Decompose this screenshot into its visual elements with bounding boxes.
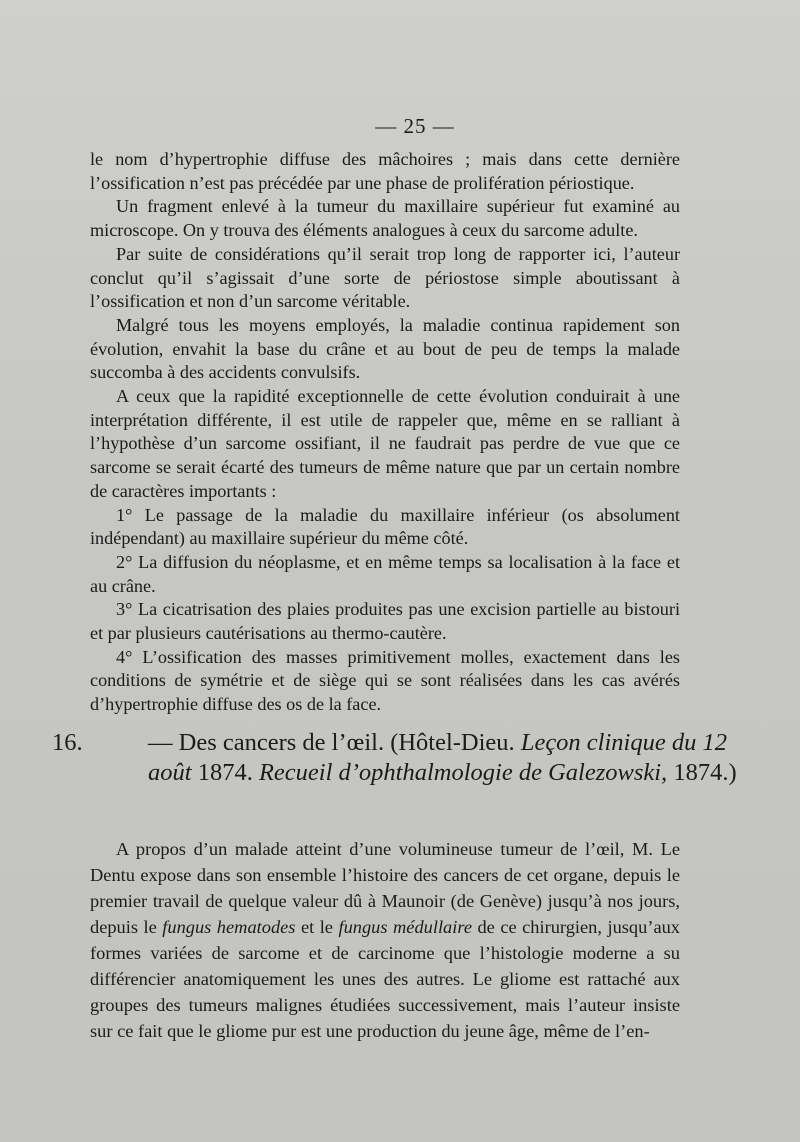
heading-italic: Recueil d’ophthalmologie de Galezowski,: [258, 759, 668, 786]
heading-italic: Leçon clinique du 12 août: [148, 729, 727, 786]
list-item: 3° La cicatrisation des plaies produites pas une excision partielle au bistouri et par plusieurs cautérisations au thermo-cautère.: [90, 599, 680, 644]
list-item: 4° L’ossification des masses primitivement molles, exactement dans les conditions de symétrie et de siège qui se sont réalisées dans les cas avérés d’hypertrophie diffuse des os de la face.: [90, 646, 680, 715]
paragraph: le nom d’hypertrophie diffuse des mâchoires ; mais dans cette dernière l’ossification n’est pas précédée par une phase de prolifération périostique.: [90, 149, 680, 193]
italic-term: fungus hematodes: [162, 917, 296, 937]
paragraph: Un fragment enlevé à la tumeur du maxillaire supérieur fut examiné au microscope. On y trouva des éléments analogues à ceux du sarcome adulte.: [90, 196, 680, 241]
section-number: 16.: [52, 729, 83, 756]
heading-text: — Des cancers de l’œil. (Hôtel-Dieu.: [148, 729, 521, 756]
text-block-top: [90, 148, 680, 717]
italic-term: fungus médullaire: [338, 917, 472, 937]
paragraph-text: de ce chirurgien, jusqu’aux formes variées de sarcome et de carcinome que l’histologie moderne a su différencier anatomiquement les unes des autres. Le gliome est rattaché aux groupes des tumeurs malignes étudiées successivement, mais l’auteur insiste sur ce fait que le gliome pur est une production du jeune âge, même de l’en-: [90, 917, 680, 1041]
paragraph-text: et le: [295, 917, 339, 937]
paragraph: Malgré tous les moyens employés, la maladie continua rapidement son évolution, envahit la base du crâne et au bout de peu de temps la malade succomba à des accidents convulsifs.: [90, 314, 680, 383]
section-heading: [52, 728, 738, 788]
paragraph: A ceux que la rapidité exceptionnelle de cette évolution conduirait à une interprétation différente, il est utile de rappeler que, même en se ralliant à l’hypothèse d’un sarcome ossifiant, il ne faudrait pas perdre de vue que ce sarcome se serait écarté des tumeurs de même nature que par un certain nombre de caractères importants :: [90, 386, 680, 501]
paragraph: Par suite de considérations qu’il serait trop long de rapporter ici, l’auteur conclut qu’il s’agissait d’une sorte de périostose simple aboutissant à l’ossification et non d’un sarcome véritable.: [90, 243, 680, 312]
page-number: — 25 —: [375, 114, 455, 138]
text-block-bottom: [90, 836, 680, 1044]
paragraph: [90, 836, 680, 1044]
heading-text: 1874.): [667, 759, 737, 786]
paragraph-text: A propos d’un malade atteint d’une volumineuse tumeur de l’œil, M. Le Dentu expose dans son ensemble l’histoire des cancers de cet organe, depuis le premier travail de quelque valeur dû à Maunoir (de Genève) jusqu’à nos jours, depuis le: [90, 839, 680, 937]
heading-text: 1874.: [191, 759, 259, 786]
list-item: 2° La diffusion du néoplasme, et en même temps sa localisation à la face et au crâne.: [90, 551, 680, 596]
list-item: 1° Le passage de la maladie du maxillaire inférieur (os absolument indépendant) au maxillaire supérieur du même côté.: [90, 504, 680, 549]
